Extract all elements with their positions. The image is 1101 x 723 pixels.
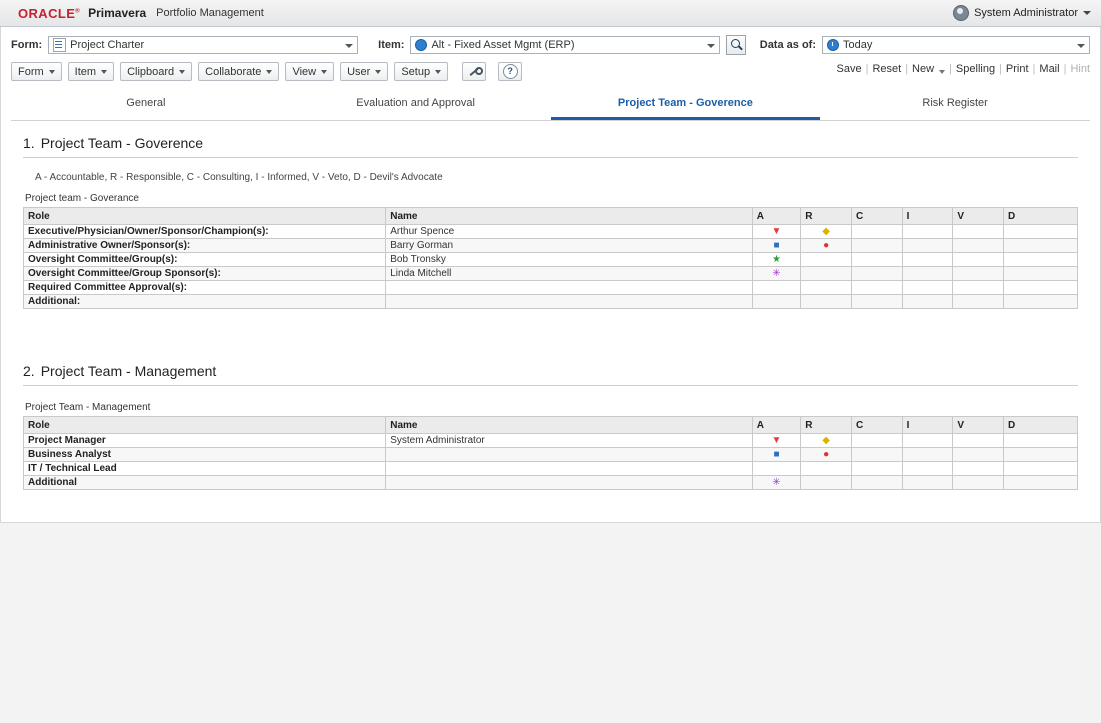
row-name[interactable] bbox=[386, 295, 752, 309]
row-a[interactable] bbox=[752, 462, 801, 476]
row-r[interactable] bbox=[801, 295, 852, 309]
selector-bar bbox=[1, 27, 1100, 59]
row-d[interactable] bbox=[1004, 295, 1078, 309]
row-name[interactable] bbox=[386, 281, 752, 295]
row-a[interactable] bbox=[752, 434, 801, 448]
tools-button[interactable] bbox=[462, 62, 486, 81]
col-r: R bbox=[801, 208, 852, 225]
form-select[interactable] bbox=[48, 36, 358, 54]
col-role: Role bbox=[24, 208, 386, 225]
row-v[interactable] bbox=[953, 434, 1004, 448]
chevron-down-icon bbox=[435, 70, 441, 74]
row-d[interactable] bbox=[1004, 281, 1078, 295]
separator: | bbox=[865, 63, 869, 75]
new-link[interactable]: New bbox=[912, 63, 935, 75]
blue-circle-icon bbox=[415, 39, 427, 51]
row-role: Required Committee Approval(s): bbox=[24, 281, 386, 295]
view-menu-button[interactable] bbox=[285, 62, 334, 81]
row-v[interactable] bbox=[953, 295, 1004, 309]
row-c[interactable] bbox=[851, 295, 902, 309]
user-name-label: System Administrator bbox=[974, 7, 1078, 19]
item-label: Item: bbox=[378, 39, 405, 51]
tab-general[interactable]: General bbox=[126, 97, 166, 109]
table-row[interactable] bbox=[24, 281, 1078, 295]
section-1-table-caption: Project team - Goverance bbox=[25, 193, 139, 204]
row-i[interactable] bbox=[902, 239, 953, 253]
data-as-of-label: Data as of: bbox=[759, 39, 816, 51]
section-1-number: 1. bbox=[23, 135, 35, 151]
square-blue-icon: ■ bbox=[773, 449, 780, 460]
row-v[interactable] bbox=[953, 476, 1004, 490]
clipboard-menu-button[interactable] bbox=[120, 62, 192, 81]
square-blue-icon: ■ bbox=[773, 240, 780, 251]
module-name: Portfolio Management bbox=[156, 7, 264, 19]
raci-legend: A - Accountable, R - Responsible, C - Consulting, I - Informed, V - Veto, D - Devil's Advocate bbox=[35, 172, 443, 183]
form-select-value: Project Charter bbox=[70, 39, 145, 51]
search-handle bbox=[738, 45, 743, 50]
col-v: V bbox=[953, 208, 1004, 225]
triangle-red-icon: ▼ bbox=[771, 226, 782, 237]
row-i[interactable] bbox=[902, 295, 953, 309]
mail-link[interactable]: Mail bbox=[1039, 63, 1060, 75]
section-project-team-management bbox=[23, 363, 1078, 490]
chevron-down-icon[interactable] bbox=[1077, 44, 1085, 48]
col-i: I bbox=[902, 208, 953, 225]
data-as-of-select[interactable] bbox=[822, 36, 1090, 54]
row-a[interactable] bbox=[752, 281, 801, 295]
row-role: Oversight Committee/Group(s): bbox=[24, 253, 386, 267]
print-link[interactable]: Print bbox=[1005, 63, 1029, 75]
item-select-value: Alt - Fixed Asset Mgmt (ERP) bbox=[431, 39, 575, 51]
row-v[interactable] bbox=[953, 239, 1004, 253]
row-v[interactable] bbox=[953, 462, 1004, 476]
top-bar bbox=[0, 0, 1101, 27]
col-a: A bbox=[752, 417, 801, 434]
table-row[interactable] bbox=[24, 239, 1078, 253]
row-role: Oversight Committee/Group Sponsor(s): bbox=[24, 267, 386, 281]
col-v: V bbox=[953, 417, 1004, 434]
row-c[interactable] bbox=[851, 476, 902, 490]
col-c: C bbox=[851, 417, 902, 434]
form-label: Form: bbox=[11, 39, 43, 51]
row-i[interactable] bbox=[902, 253, 953, 267]
row-d[interactable] bbox=[1004, 253, 1078, 267]
reset-link[interactable]: Reset bbox=[872, 63, 902, 75]
row-name[interactable] bbox=[386, 448, 752, 462]
row-r[interactable] bbox=[801, 267, 852, 281]
row-name[interactable]: Bob Tronsky bbox=[386, 253, 752, 267]
row-d[interactable] bbox=[1004, 225, 1078, 239]
row-name[interactable] bbox=[386, 476, 752, 490]
table-row[interactable] bbox=[24, 462, 1078, 476]
setup-menu-button[interactable] bbox=[394, 62, 448, 81]
row-c[interactable] bbox=[851, 267, 902, 281]
row-role: IT / Technical Lead bbox=[24, 462, 386, 476]
col-d: D bbox=[1004, 417, 1078, 434]
spelling-link[interactable]: Spelling bbox=[955, 63, 996, 75]
help-icon: ? bbox=[503, 64, 518, 79]
row-r[interactable] bbox=[801, 476, 852, 490]
triangle-red-icon: ▼ bbox=[771, 435, 782, 446]
separator: | bbox=[905, 63, 909, 75]
asterisk-purple-icon: ✳ bbox=[772, 477, 781, 488]
row-i[interactable] bbox=[902, 476, 953, 490]
section-1-title bbox=[23, 135, 1078, 158]
chevron-down-icon bbox=[49, 70, 55, 74]
row-a[interactable] bbox=[752, 476, 801, 490]
chevron-down-icon[interactable] bbox=[707, 44, 715, 48]
row-i[interactable] bbox=[902, 434, 953, 448]
row-i[interactable] bbox=[902, 267, 953, 281]
tab-bar bbox=[11, 91, 1090, 121]
col-r: R bbox=[801, 417, 852, 434]
col-i: I bbox=[902, 417, 953, 434]
chevron-down-icon[interactable] bbox=[1083, 11, 1091, 15]
row-d[interactable] bbox=[1004, 434, 1078, 448]
table-row[interactable] bbox=[24, 267, 1078, 281]
row-role: Project Manager bbox=[24, 434, 386, 448]
table-header-row bbox=[24, 208, 1078, 225]
wrench-icon bbox=[468, 66, 480, 78]
tab-project-team-goverence[interactable]: Project Team - Goverence bbox=[551, 91, 821, 120]
col-a: A bbox=[752, 208, 801, 225]
collaborate-menu-label: Collaborate bbox=[205, 65, 262, 78]
table-row[interactable] bbox=[24, 476, 1078, 490]
toolbar-action-links bbox=[837, 63, 1091, 75]
row-r[interactable] bbox=[801, 281, 852, 295]
separator: | bbox=[1063, 63, 1067, 75]
section-project-team-goverence bbox=[23, 135, 1078, 309]
chevron-down-icon[interactable] bbox=[345, 44, 353, 48]
circle-red-icon: ● bbox=[823, 240, 830, 251]
row-role: Business Analyst bbox=[24, 448, 386, 462]
row-v[interactable] bbox=[953, 281, 1004, 295]
diamond-yellow-icon: ◆ bbox=[822, 435, 830, 446]
save-link[interactable]: Save bbox=[836, 63, 862, 75]
oracle-logo-text: ORACLE bbox=[18, 5, 76, 21]
goverance-table bbox=[23, 207, 1078, 309]
row-role: Administrative Owner/Sponsor(s): bbox=[24, 239, 386, 253]
row-name[interactable]: Linda Mitchell bbox=[386, 267, 752, 281]
table-row[interactable] bbox=[24, 253, 1078, 267]
table-row[interactable] bbox=[24, 295, 1078, 309]
section-2-title-text: Project Team - Management bbox=[40, 363, 217, 379]
row-a[interactable] bbox=[752, 239, 801, 253]
row-c[interactable] bbox=[851, 253, 902, 267]
item-select[interactable] bbox=[410, 36, 719, 54]
form-menu-button[interactable] bbox=[11, 62, 62, 81]
row-d[interactable] bbox=[1004, 462, 1078, 476]
row-a[interactable] bbox=[752, 295, 801, 309]
row-d[interactable] bbox=[1004, 267, 1078, 281]
row-a[interactable] bbox=[752, 253, 801, 267]
separator: | bbox=[999, 63, 1002, 75]
row-name[interactable]: Arthur Spence bbox=[386, 225, 752, 239]
row-r[interactable] bbox=[801, 448, 852, 462]
row-role: Additional bbox=[24, 476, 386, 490]
row-c[interactable] bbox=[851, 434, 902, 448]
row-role: Executive/Physician/Owner/Sponsor/Champion(s): bbox=[24, 225, 386, 239]
help-button[interactable] bbox=[498, 62, 522, 81]
row-c[interactable] bbox=[851, 448, 902, 462]
clipboard-menu-label: Clipboard bbox=[127, 65, 175, 78]
row-c[interactable] bbox=[851, 239, 902, 253]
table-row[interactable] bbox=[24, 434, 1078, 448]
chevron-down-icon[interactable] bbox=[939, 70, 945, 74]
item-menu-label: Item bbox=[74, 65, 97, 78]
row-v[interactable] bbox=[953, 448, 1004, 462]
row-v[interactable] bbox=[953, 225, 1004, 239]
row-c[interactable] bbox=[851, 462, 902, 476]
separator: | bbox=[949, 63, 952, 75]
hint-link: Hint bbox=[1070, 63, 1090, 75]
row-i[interactable] bbox=[902, 448, 953, 462]
tab-evaluation-and-approval[interactable]: Evaluation and Approval bbox=[356, 97, 475, 109]
star-green-icon: ★ bbox=[772, 254, 781, 265]
setup-menu-label: Setup bbox=[401, 65, 431, 78]
row-i[interactable] bbox=[902, 225, 953, 239]
row-name[interactable]: System Administrator bbox=[386, 434, 752, 448]
row-i[interactable] bbox=[902, 462, 953, 476]
row-a[interactable] bbox=[752, 267, 801, 281]
view-menu-label: View bbox=[292, 65, 317, 78]
search-icon[interactable] bbox=[726, 35, 746, 55]
row-d[interactable] bbox=[1004, 476, 1078, 490]
section-spacer bbox=[1, 309, 1100, 349]
asterisk-purple-icon: ✳ bbox=[772, 268, 781, 279]
circle-red-icon: ● bbox=[823, 449, 830, 460]
row-c[interactable] bbox=[851, 225, 902, 239]
section-1-title-text: Project Team - Goverence bbox=[40, 135, 204, 151]
item-menu-button[interactable] bbox=[68, 62, 114, 81]
chevron-down-icon bbox=[179, 70, 185, 74]
user-menu[interactable] bbox=[953, 0, 1091, 26]
col-c: C bbox=[851, 208, 902, 225]
col-d: D bbox=[1004, 208, 1078, 225]
separator: | bbox=[1032, 63, 1036, 75]
page-background bbox=[0, 523, 1101, 723]
col-role: Role bbox=[24, 417, 386, 434]
section-2-title bbox=[23, 363, 1078, 386]
row-d[interactable] bbox=[1004, 448, 1078, 462]
oracle-logo bbox=[18, 6, 80, 21]
row-r[interactable] bbox=[801, 225, 852, 239]
row-r[interactable] bbox=[801, 239, 852, 253]
row-r[interactable] bbox=[801, 253, 852, 267]
product-name: Primavera bbox=[88, 6, 147, 20]
table-row[interactable] bbox=[24, 225, 1078, 239]
management-table bbox=[23, 416, 1078, 490]
form-menu-label: Form bbox=[18, 65, 44, 78]
row-r[interactable] bbox=[801, 462, 852, 476]
row-d[interactable] bbox=[1004, 239, 1078, 253]
diamond-yellow-icon: ◆ bbox=[822, 226, 830, 237]
row-i[interactable] bbox=[902, 281, 953, 295]
row-v[interactable] bbox=[953, 267, 1004, 281]
table-header-row bbox=[24, 417, 1078, 434]
chevron-down-icon bbox=[266, 70, 272, 74]
row-r[interactable] bbox=[801, 434, 852, 448]
data-as-of-value: Today bbox=[843, 39, 873, 51]
registered-mark: ® bbox=[75, 8, 81, 15]
chevron-down-icon bbox=[101, 70, 107, 74]
section-2-table-caption: Project Team - Management bbox=[25, 402, 151, 413]
row-name[interactable] bbox=[386, 462, 752, 476]
col-name: Name bbox=[386, 208, 752, 225]
tab-risk-register[interactable]: Risk Register bbox=[922, 97, 988, 109]
row-a[interactable] bbox=[752, 225, 801, 239]
row-role: Additional: bbox=[24, 295, 386, 309]
row-v[interactable] bbox=[953, 253, 1004, 267]
content-sheet bbox=[0, 27, 1101, 523]
collaborate-menu-button[interactable] bbox=[198, 62, 279, 81]
row-name[interactable]: Barry Gorman bbox=[386, 239, 752, 253]
row-c[interactable] bbox=[851, 281, 902, 295]
chevron-down-icon bbox=[321, 70, 327, 74]
chevron-down-icon bbox=[375, 70, 381, 74]
user-avatar-icon bbox=[953, 5, 969, 21]
toolbar bbox=[1, 59, 1100, 87]
clock-icon bbox=[827, 39, 839, 51]
user-menu-button[interactable] bbox=[340, 62, 388, 81]
document-icon bbox=[53, 38, 66, 52]
user-menu-label: User bbox=[347, 65, 371, 78]
section-2-number: 2. bbox=[23, 363, 35, 379]
row-a[interactable] bbox=[752, 448, 801, 462]
table-row[interactable] bbox=[24, 448, 1078, 462]
col-name: Name bbox=[386, 417, 752, 434]
